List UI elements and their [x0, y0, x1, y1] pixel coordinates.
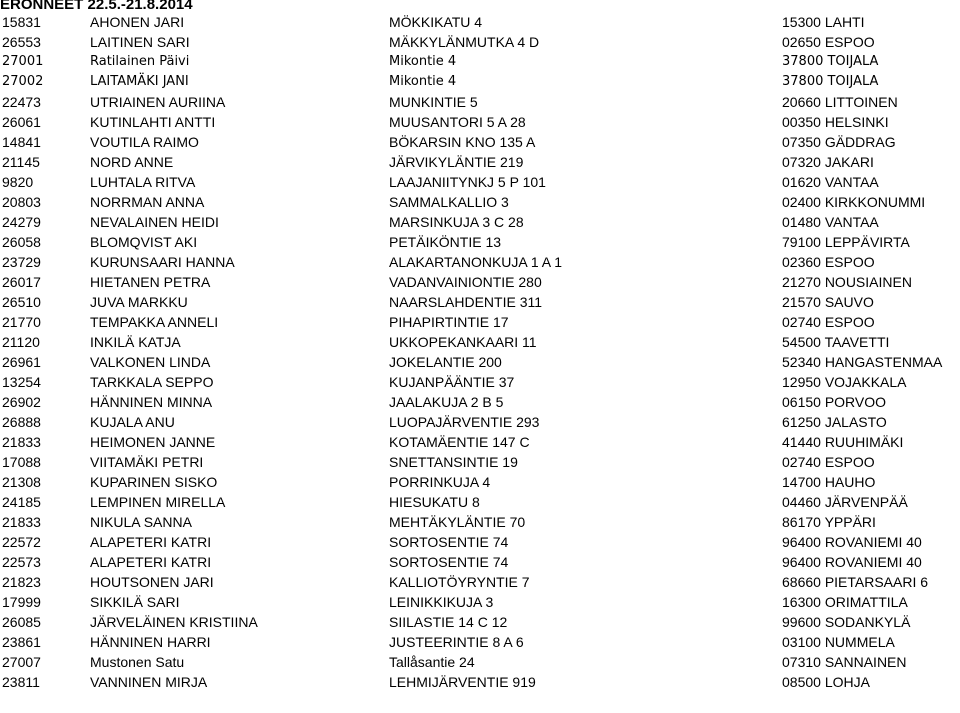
table-row — [0, 552, 960, 572]
cell-member-name: NIKULA SANNA — [90, 514, 192, 530]
table-row — [0, 672, 960, 692]
cell-member-number: 21145 — [2, 154, 40, 170]
table-row — [0, 352, 960, 372]
cell-street-address: NAARSLAHDENTIE 311 — [389, 294, 543, 310]
cell-street-address: UKKOPEKANKAARI 11 — [389, 334, 537, 350]
table-row — [0, 472, 960, 492]
cell-member-name: KURUNSAARI HANNA — [90, 254, 235, 270]
cell-member-number: 27007 — [2, 654, 41, 670]
cell-street-address: HIESUKATU 8 — [389, 494, 480, 510]
cell-street-address: JOKELANTIE 200 — [389, 354, 502, 370]
cell-member-name: VIITAMÄKI PETRI — [90, 454, 204, 470]
members-table — [0, 12, 960, 692]
cell-postal-address: 41440 RUUHIMÄKI — [782, 434, 904, 450]
cell-member-number: 27001 — [2, 54, 44, 69]
table-row — [0, 112, 960, 132]
cell-postal-address: 54500 TAAVETTI — [782, 334, 890, 350]
cell-member-number: 26961 — [2, 354, 41, 370]
cell-street-address: SIILASTIE 14 C 12 — [389, 614, 508, 630]
cell-postal-address: 01480 VANTAA — [782, 214, 879, 230]
cell-member-number: 23861 — [2, 634, 41, 650]
cell-member-number: 13254 — [2, 374, 41, 390]
cell-postal-address: 06150 PORVOO — [782, 394, 887, 410]
cell-member-name: Ratilainen Päivi — [90, 54, 190, 69]
cell-member-name: HOUTSONEN JARI — [90, 574, 214, 590]
table-row — [0, 572, 960, 592]
table-row — [0, 152, 960, 172]
cell-member-name: HIETANEN PETRA — [90, 274, 211, 290]
table-row — [0, 632, 960, 652]
cell-member-number: 14841 — [2, 134, 41, 150]
table-row — [0, 592, 960, 612]
cell-member-name: ALAPETERI KATRI — [90, 534, 212, 550]
cell-street-address: MUNKINTIE 5 — [389, 94, 478, 110]
cell-postal-address: 96400 ROVANIEMI 40 — [782, 534, 922, 550]
cell-postal-address: 02740 ESPOO — [782, 454, 875, 470]
cell-street-address: LUOPAJÄRVENTIE 293 — [389, 414, 540, 430]
cell-member-name: INKILÄ KATJA — [90, 334, 181, 350]
cell-postal-address: 79100 LEPPÄVIRTA — [782, 234, 910, 250]
cell-postal-address: 02650 ESPOO — [782, 34, 875, 50]
cell-member-number: 24185 — [2, 494, 41, 510]
cell-member-number: 23729 — [2, 254, 41, 270]
cell-postal-address: 14700 HAUHO — [782, 474, 876, 490]
table-row — [0, 452, 960, 472]
cell-member-number: 23811 — [2, 674, 40, 690]
cell-member-name: LAITAMÄKI JANI — [90, 74, 189, 89]
cell-street-address: PIHAPIRTINTIE 17 — [389, 314, 509, 330]
cell-street-address: KOTAMÄENTIE 147 C — [389, 434, 530, 450]
table-row — [0, 432, 960, 452]
cell-member-name: Mustonen Satu — [90, 654, 185, 670]
cell-member-name: KUPARINEN SISKO — [90, 474, 218, 490]
cell-member-number: 21120 — [2, 334, 40, 350]
table-row — [0, 32, 960, 52]
cell-member-number: 21770 — [2, 314, 41, 330]
cell-street-address: KALLIOTÖYRYNTIE 7 — [389, 574, 530, 590]
page-title: ERONNEET 22.5.-21.8.2014 — [0, 0, 193, 13]
cell-member-number: 26888 — [2, 414, 41, 430]
cell-postal-address: 21270 NOUSIAINEN — [782, 274, 912, 290]
cell-member-name: BLOMQVIST AKI — [90, 234, 198, 250]
cell-postal-address: 00350 HELSINKI — [782, 114, 889, 130]
table-row — [0, 412, 960, 432]
cell-street-address: KUJANPÄÄNTIE 37 — [389, 374, 515, 390]
table-row — [0, 332, 960, 352]
table-row — [0, 272, 960, 292]
table-row — [0, 612, 960, 632]
cell-member-name: NORD ANNE — [90, 154, 174, 170]
members-table-body — [0, 12, 960, 692]
cell-member-number: 26061 — [2, 114, 41, 130]
table-row — [0, 652, 960, 672]
cell-street-address: MÄKKYLÄNMUTKA 4 D — [389, 34, 540, 50]
cell-member-name: TEMPAKKA ANNELI — [90, 314, 219, 330]
cell-member-name: HÄNNINEN HARRI — [90, 634, 211, 650]
cell-street-address: MARSINKUJA 3 C 28 — [389, 214, 524, 230]
cell-postal-address: 02740 ESPOO — [782, 314, 875, 330]
cell-member-name: VANNINEN MIRJA — [90, 674, 208, 690]
table-row — [0, 212, 960, 232]
cell-member-number: 17999 — [2, 594, 41, 610]
cell-street-address: ALAKARTANONKUJA 1 A 1 — [389, 254, 563, 270]
cell-member-name: KUJALA ANU — [90, 414, 175, 430]
cell-street-address: Mikontie 4 — [389, 54, 457, 69]
cell-postal-address: 02400 KIRKKONUMMI — [782, 194, 926, 210]
cell-member-number: 15831 — [2, 14, 41, 30]
cell-member-name: AHONEN JARI — [90, 14, 185, 30]
cell-member-number: 26553 — [2, 34, 41, 50]
cell-member-name: NEVALAINEN HEIDI — [90, 214, 219, 230]
cell-member-number: 17088 — [2, 454, 41, 470]
cell-postal-address: 52340 HANGASTENMAA — [782, 354, 943, 370]
cell-member-name: HEIMONEN JANNE — [90, 434, 216, 450]
table-row — [0, 492, 960, 512]
cell-postal-address: 16300 ORIMATTILA — [782, 594, 908, 610]
cell-member-number: 20803 — [2, 194, 41, 210]
table-row — [0, 512, 960, 532]
cell-member-number: 21308 — [2, 474, 41, 490]
cell-member-name: ALAPETERI KATRI — [90, 554, 212, 570]
cell-street-address: LEINIKKIKUJA 3 — [389, 594, 494, 610]
cell-postal-address: 03100 NUMMELA — [782, 634, 895, 650]
table-row — [0, 72, 960, 92]
table-row — [0, 532, 960, 552]
cell-street-address: SORTOSENTIE 74 — [389, 554, 509, 570]
cell-postal-address: 15300 LAHTI — [782, 14, 865, 30]
cell-postal-address: 61250 JALASTO — [782, 414, 887, 430]
cell-postal-address: 20660 LITTOINEN — [782, 94, 898, 110]
cell-street-address: BÖKARSIN KNO 135 A — [389, 134, 536, 150]
cell-member-name: LUHTALA RITVA — [90, 174, 196, 190]
cell-member-number: 21833 — [2, 434, 41, 450]
cell-street-address: PETÄIKÖNTIE 13 — [389, 234, 502, 250]
table-row — [0, 192, 960, 212]
cell-member-name: HÄNNINEN MINNA — [90, 394, 213, 410]
cell-member-name: LEMPINEN MIRELLA — [90, 494, 226, 510]
table-row — [0, 392, 960, 412]
table-row — [0, 312, 960, 332]
cell-street-address: JAALAKUJA 2 B 5 — [389, 394, 504, 410]
cell-postal-address: 68660 PIETARSAARI 6 — [782, 574, 929, 590]
cell-street-address: SAMMALKALLIO 3 — [389, 194, 509, 210]
cell-member-name: LAITINEN SARI — [90, 34, 190, 50]
cell-postal-address: 08500 LOHJA — [782, 674, 870, 690]
cell-street-address: MUUSANTORI 5 A 28 — [389, 114, 526, 130]
table-row — [0, 292, 960, 312]
cell-member-number: 26058 — [2, 234, 41, 250]
cell-street-address: MÖKKIKATU 4 — [389, 14, 483, 30]
cell-member-number: 26902 — [2, 394, 41, 410]
table-row — [0, 132, 960, 152]
cell-member-number: 22473 — [2, 94, 41, 110]
cell-postal-address: 07320 JAKARI — [782, 154, 874, 170]
cell-postal-address: 37800 TOIJALA — [782, 54, 879, 69]
cell-member-number: 26510 — [2, 294, 41, 310]
cell-postal-address: 37800 TOIJALA — [782, 74, 879, 89]
table-row — [0, 372, 960, 392]
table-row — [0, 92, 960, 112]
cell-member-number: 26017 — [2, 274, 41, 290]
cell-member-number: 21823 — [2, 574, 41, 590]
table-row — [0, 172, 960, 192]
cell-postal-address: 99600 SODANKYLÄ — [782, 614, 911, 630]
cell-postal-address: 07350 GÄDDRAG — [782, 134, 896, 150]
cell-member-number: 21833 — [2, 514, 41, 530]
cell-postal-address: 96400 ROVANIEMI 40 — [782, 554, 922, 570]
cell-member-number: 26085 — [2, 614, 41, 630]
cell-member-name: KUTINLAHTI ANTTI — [90, 114, 216, 130]
cell-street-address: PORRINKUJA 4 — [389, 474, 491, 490]
cell-member-number: 24279 — [2, 214, 41, 230]
cell-street-address: SNETTANSINTIE 19 — [389, 454, 518, 470]
cell-street-address: VADANVAINIONTIE 280 — [389, 274, 542, 290]
cell-member-name: VOUTILA RAIMO — [90, 134, 199, 150]
cell-member-name: VALKONEN LINDA — [90, 354, 211, 370]
table-row — [0, 52, 960, 72]
cell-street-address: Mikontie 4 — [389, 74, 457, 89]
cell-member-name: SIKKILÄ SARI — [90, 594, 180, 610]
table-row — [0, 12, 960, 32]
cell-street-address: SORTOSENTIE 74 — [389, 534, 509, 550]
cell-postal-address: 86170 YPPÄRI — [782, 514, 876, 530]
cell-postal-address: 02360 ESPOO — [782, 254, 875, 270]
cell-member-name: JUVA MARKKU — [90, 294, 188, 310]
table-row — [0, 252, 960, 272]
cell-street-address: JÄRVIKYLÄNTIE 219 — [389, 154, 524, 170]
cell-member-number: 22572 — [2, 534, 41, 550]
cell-member-name: JÄRVELÄINEN KRISTIINA — [90, 614, 258, 630]
cell-member-name: TARKKALA SEPPO — [90, 374, 214, 390]
cell-member-number: 9820 — [2, 174, 34, 190]
cell-postal-address: 01620 VANTAA — [782, 174, 879, 190]
cell-street-address: Tallåsantie 24 — [389, 654, 475, 670]
cell-postal-address: 04460 JÄRVENPÄÄ — [782, 494, 908, 510]
cell-member-number: 27002 — [2, 74, 44, 89]
cell-street-address: LEHMIJÄRVENTIE 919 — [389, 674, 536, 690]
cell-member-number: 22573 — [2, 554, 41, 570]
cell-street-address: MEHTÄKYLÄNTIE 70 — [389, 514, 526, 530]
cell-postal-address: 21570 SAUVO — [782, 294, 874, 310]
cell-street-address: LAAJANIITYNKJ 5 P 101 — [389, 174, 546, 190]
cell-postal-address: 12950 VOJAKKALA — [782, 374, 907, 390]
cell-postal-address: 07310 SANNAINEN — [782, 654, 907, 670]
cell-member-name: NORRMAN ANNA — [90, 194, 205, 210]
table-row — [0, 232, 960, 252]
cell-street-address: JUSTEERINTIE 8 A 6 — [389, 634, 524, 650]
cell-member-name: UTRIAINEN AURIINA — [90, 94, 226, 110]
